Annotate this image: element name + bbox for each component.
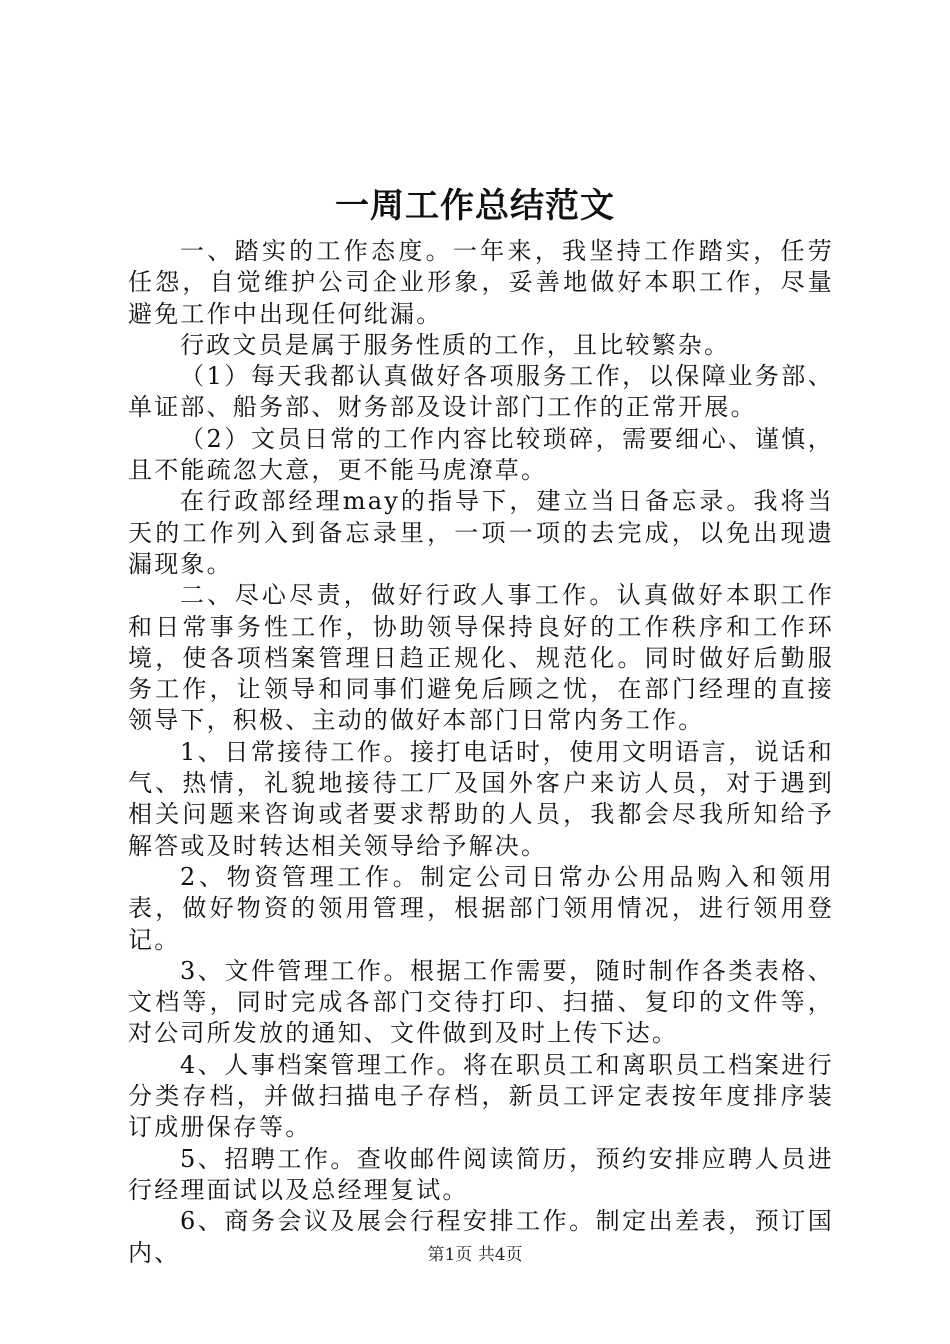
page-number-footer: 第1页 共4页	[427, 1245, 523, 1265]
list-item: 4、人事档案管理工作。将在职员工和离职员工档案进行分类存档，并做扫描电子存档，新员工评定表按年度排序装订成册保存等。	[128, 1050, 834, 1142]
paragraph: 二、尽心尽责，做好行政人事工作。认真做好本职工作和日常事务性工作，协助领导保持良好的工作秩序和工作环境，使各项档案管理日趋正规化、规范化。同时做好后勤服务工作，让领导和同事们避免后顾之忧，在部门经理的直接领导下，积极、主动的做好本部门日常内务工作。	[128, 581, 834, 735]
list-item: 2、物资管理工作。制定公司日常办公用品购入和领用表，做好物资的领用管理，根据部门领用情况，进行领用登记。	[128, 862, 834, 954]
document-title: 一周工作总结范文	[335, 186, 615, 226]
list-item: 5、招聘工作。查收邮件阅读简历，预约安排应聘人员进行经理面试以及总经理复试。	[128, 1144, 834, 1204]
paragraph: （1）每天我都认真做好各项服务工作，以保障业务部、单证部、船务部、财务部及设计部门工作的正常开展。	[128, 362, 834, 422]
list-item: 1、日常接待工作。接打电话时，使用文明语言，说话和气、热情，礼貌地接待工厂及国外客户来访人员，对于遇到相关问题来咨询或者要求帮助的人员，我都会尽我所知给予解答或及时转达相关领导给予解决。	[128, 737, 834, 860]
paragraph: 行政文员是属于服务性质的工作，且比较繁杂。	[180, 330, 731, 359]
list-item: 3、文件管理工作。根据工作需要，随时制作各类表格、文档等，同时完成各部门交待打印、扫描、复印的文件等，对公司所发放的通知、文件做到及时上传下达。	[128, 956, 834, 1048]
list-item: 6、商务会议及展会行程安排工作。制定出差表，预订国内、	[128, 1207, 834, 1267]
document-body	[128, 236, 834, 1269]
paragraph: 一、踏实的工作态度。一年来，我坚持工作踏实，任劳任怨，自觉维护公司企业形象，妥善地做好本职工作，尽量避免工作中出现任何纰漏。	[128, 237, 834, 328]
paragraph: 在行政部经理may的指导下，建立当日备忘录。我将当天的工作列入到备忘录里，一项一项的去完成，以免出现遗漏现象。	[128, 487, 834, 578]
paragraph: （2）文员日常的工作内容比较琐碎，需要细心、谨慎，且不能疏忽大意，更不能马虎潦草。	[128, 424, 834, 485]
